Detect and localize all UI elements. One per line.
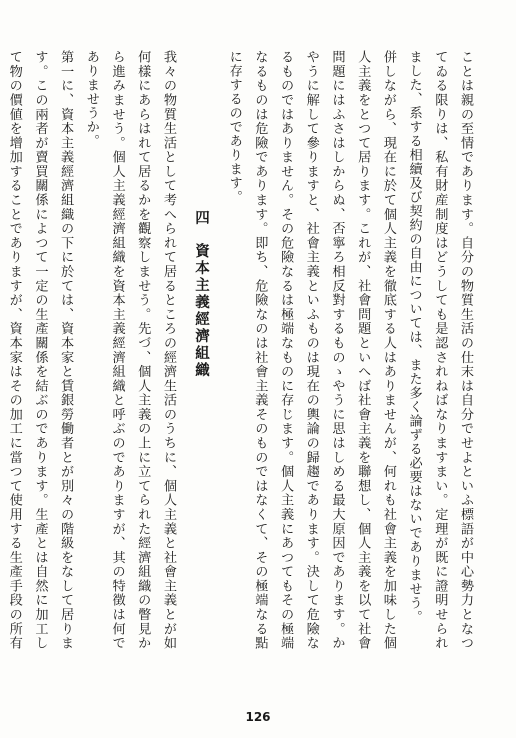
section-title: 資本主義經濟組織 — [192, 243, 210, 379]
paragraph-3: 我々の物質生活として考へられて居るところの經濟生活のうちに、個人主義と社會主義とが如何樣にあらはれて居るかを觀察しませう。先づ、個人主義の上に立てられた經濟組織の瞥見から進みませう。個人主義經濟組織を資本主義經濟組織と呼ぶのでありますが、其の特徴は何でありませうか。 — [83, 50, 176, 650]
paragraph-1: ことは親の至情であります。自分の物質生活の仕末は自分でせよといふ標語が中心勢力となつてゐる限りは、私有財産制度はどうしても是認されねばなりますまい。定理が既に證明せられました、系する相續及び契約の自由については、また多く論ずる必要はないでありませう。 — [406, 50, 473, 650]
paragraph-2: 併しながら、現在に於て個人主義を徹底する人はありませんが、何れも社會主義を加味した個人主義をとつて居ります。これが、社會問題といへば社會主義を聯想し、個人主義を以て社會問題にはふさはしからぬ、否寧ろ相反對するものゝやうに思はしめる最大原因であります。かやうに解して參りますと、社會主義といふものは現在の輿論の歸趨であります。決して危險なるものではありません。その危險なるは極端なものに存じます。個人主義にあつてもその極端なるものは危險であります。即ち、危險なのは社會主義そのものではなくて、その極端なる點に存するのであります。 — [226, 50, 396, 650]
page-number: 126 — [245, 710, 271, 724]
section-heading — [181, 50, 221, 650]
section-number: 四 — [192, 210, 210, 227]
paragraph-4: 第一に、資本主義經濟組織の下に於ては、資本家と賃銀勞働者とが別々の階級をなして居ります。この兩者が賣買關係によつて一定の生產關係を結ぶのであります。生產とは自然に加工して物の價値を增加することでありますが、資本家はその加工に當つて使用する生產手段の所有 — [6, 50, 74, 650]
vertical-text-body — [6, 50, 478, 650]
